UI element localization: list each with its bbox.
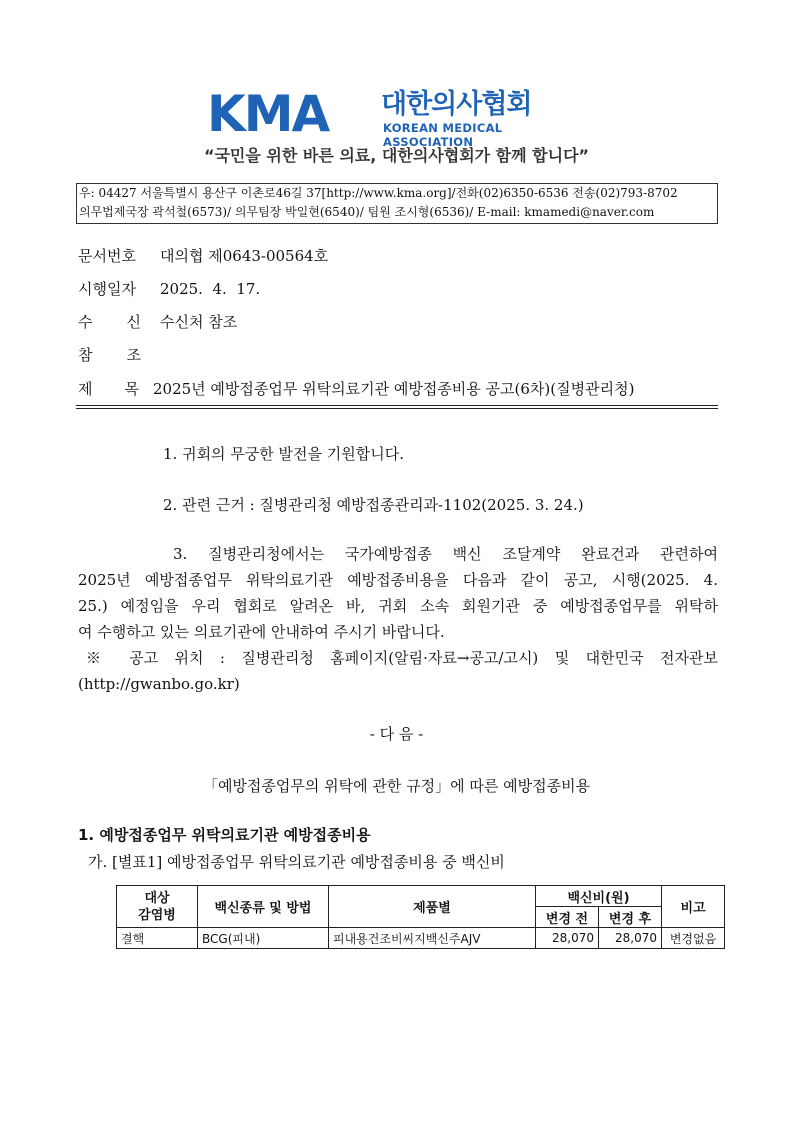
date-row xyxy=(78,278,260,299)
doc-number-label: 문서번호 xyxy=(78,247,136,265)
paragraph-3-line: 25.) 예정임을 우리 협회로 알려온 바, 귀회 소속 회원기관 중 예방접종업무를 위탁하 xyxy=(78,597,718,615)
cell-target: 결핵 xyxy=(117,928,198,949)
col-header-before: 변경 전 xyxy=(536,907,599,928)
recipient-value: 수신처 참조 xyxy=(160,313,238,331)
regulation-title: 「예방접종업무의 위탁에 관한 규정」에 따른 예방접종비용 xyxy=(202,777,591,795)
col-header-type: 백신종류 및 방법 xyxy=(198,886,329,928)
section-1-heading: 1. 예방접종업무 위탁의료기관 예방접종비용 xyxy=(78,826,371,844)
paragraph-3-line: 여 수행하고 있는 의료기관에 안내하여 주시기 바랍니다. xyxy=(78,623,445,641)
cell-type: BCG(피내) xyxy=(198,928,329,949)
header-rule-2 xyxy=(76,408,718,409)
col-header-target-line1: 대상 xyxy=(144,890,170,906)
recipient-row xyxy=(78,311,237,332)
next-heading: - 다 음 - xyxy=(369,725,424,743)
subject-value: 2025년 예방접종업무 위탁의료기관 예방접종비용 공고(6차)(질병관리청) xyxy=(153,380,635,398)
slogan: “국민을 위한 바른 의료, 대한의사협회가 함께 합니다” xyxy=(203,146,590,165)
doc-number-row xyxy=(78,245,328,266)
paragraph-3 xyxy=(78,541,718,697)
col-header-after: 변경 후 xyxy=(599,907,662,928)
notice-location-line: ※ 공고 위치 : 질병관리청 홈페이지(알림·자료→공고/고시) 및 대한민국 전자관보 xyxy=(86,649,718,667)
logo-mark: KMA xyxy=(207,85,329,143)
paragraph-2: 2. 관련 근거 : 질병관리청 예방접종관리과-1102(2025. 3. 24.) xyxy=(163,496,584,514)
date-label: 시행일자 xyxy=(78,280,136,298)
recipient-label: 수신 xyxy=(78,313,175,331)
cell-note: 변경없음 xyxy=(662,928,725,949)
paragraph-3-line: 2025년 예방접종업무 위탁의료기관 예방접종비용을 다음과 같이 공고, 시행(2025. 4. xyxy=(78,571,718,589)
table-row xyxy=(117,928,725,949)
vaccine-cost-table xyxy=(116,885,725,949)
col-header-target xyxy=(117,886,198,928)
col-header-product: 제품별 xyxy=(329,886,536,928)
cell-product: 피내용건조비씨지백신주AJV xyxy=(329,928,536,949)
cell-after: 28,070 xyxy=(599,928,662,949)
col-header-target-line2: 감염병 xyxy=(138,907,176,923)
reference-row xyxy=(78,344,175,365)
gwanbo-link: (http://gwanbo.go.kr) xyxy=(78,675,240,693)
subject-row xyxy=(78,378,634,399)
date-value: 2025. 4. 17. xyxy=(160,280,261,298)
paragraph-1: 1. 귀회의 무궁한 발전을 기원합니다. xyxy=(163,445,405,463)
logo-name-korean: 대한의사협회 xyxy=(381,89,532,120)
paragraph-3-line: 3. 질병관리청에서는 국가예방접종 백신 조달계약 완료건과 관련하여 xyxy=(173,545,718,563)
reference-label: 참조 xyxy=(78,346,175,364)
cell-before: 28,070 xyxy=(536,928,599,949)
logo-name-english: KOREAN MEDICAL ASSOCIATION xyxy=(383,121,503,149)
address-line-2: 의무법제국장 곽석철(6573)/ 의무팀장 박일현(6540)/ 팀원 조시형(6536)/ E-mail: kmamedi@naver.com xyxy=(79,205,655,219)
section-1a-heading: 가. [별표1] 예방접종업무 위탁의료기관 예방접종비용 중 백신비 xyxy=(88,853,505,871)
header-rule-1 xyxy=(76,405,718,406)
doc-number: 대의협 제0643-00564호 xyxy=(160,247,329,265)
address-box xyxy=(76,183,718,224)
col-header-price: 백신비(원) xyxy=(536,886,662,907)
kma-logo xyxy=(207,85,587,149)
col-header-note: 비고 xyxy=(662,886,725,928)
subject-label: 제목 xyxy=(78,380,171,398)
address-line-1: 우: 04427 서울특별시 용산구 이촌로46길 37[http://www.kma.org]/전화(02)6350-6536 전송(02)793-8702 xyxy=(79,186,678,200)
